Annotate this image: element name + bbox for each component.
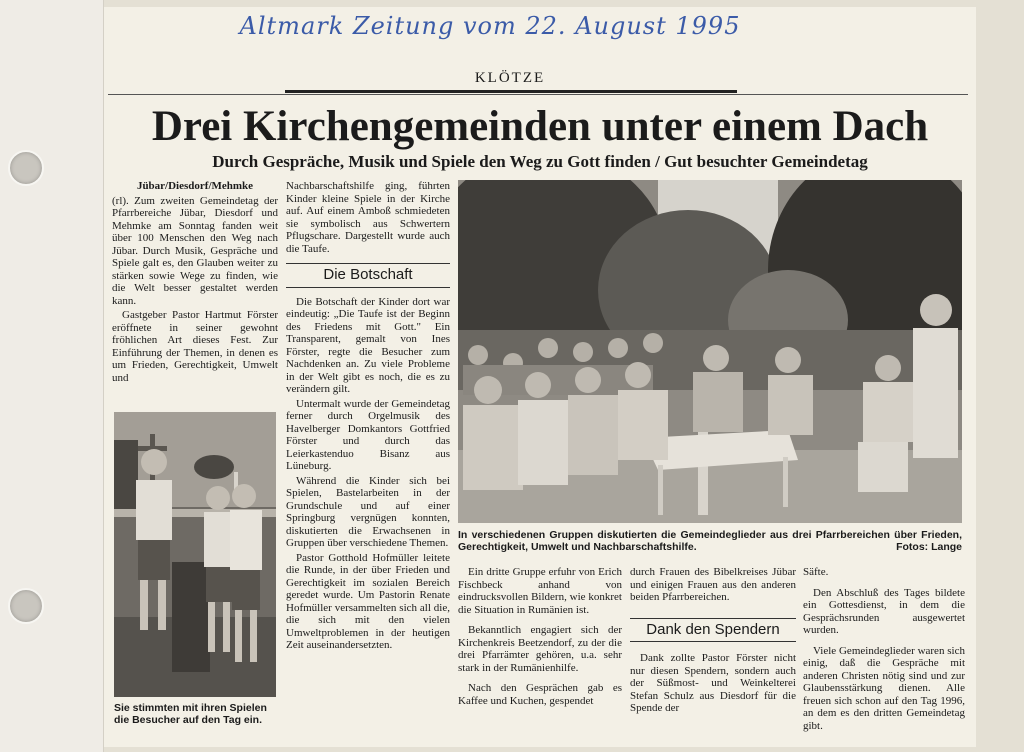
article-column-2 bbox=[286, 180, 450, 740]
paragraph: Ein dritte Gruppe erfuhr von Erich Fischbeck anhand von eindrucksvollen Bildern, wie konkret die Situation in Rumänien ist. bbox=[458, 566, 622, 616]
paragraph: Während die Kinder sich bei Spielen, Bastelarbeiten in der Grundschule und auf einer Springburg vergnügen konnten, diskutierten die Erwachsenen in Gruppen über verschiedene Themen. bbox=[286, 474, 450, 549]
paragraph: Nachbarschaftshilfe ging, führten Kinder kleine Spiele in der Kirche auf. Auf einem Amboß schmiedeten sie symbolisch aus Schwertern Pflugschare. Dargestellt wurde auch die Taufe. bbox=[286, 180, 450, 255]
caption-text: In verschiedenen Gruppen diskutierten die Gemeindeglieder aus drei Pfarrbereichen über Frieden, Gerechtigkeit, Umwelt und Nachbarschaftshilfe. bbox=[458, 529, 962, 553]
article-column-3 bbox=[458, 566, 622, 741]
paragraph: Untermalt wurde der Gemeindetag ferner durch Orgelmusik des Havelberger Domkantors Gottfried Förster und durch das Leierkastenduo Bisanz aus Lüneburg. bbox=[286, 397, 450, 472]
paragraph: Pastor Gotthold Hofmüller leitete die Runde, in der über Frieden und Gerechtigkeit im sozialen Bereich geredet wurde. Um Pastorin Renate Hofmüller versammelten sich all die, die sich mit den vielen Umweltproblemen in der heutigen Zeit auseinandersetzten. bbox=[286, 551, 450, 651]
photo-discussion-group bbox=[458, 180, 962, 523]
paragraph: Die Botschaft der Kinder dort war eindeutig: „Die Taufe ist der Beginn des Friedens mit Gott." Ein Transparent, gemalt von Ines Förster, regte die Besucher zum Nachdenken an. Zu viele Probleme in der Welt gibt es noch, die es zu verändern gilt. bbox=[286, 295, 450, 395]
paragraph: Nach den Gesprächen gab es Kaffee und Kuchen, gespendet bbox=[458, 682, 622, 707]
headline: Drei Kirchengemeinden unter einem Dach bbox=[151, 103, 929, 150]
dateline: Jübar/Diesdorf/Mehmke bbox=[136, 180, 254, 192]
photo-credit: Fotos: Lange bbox=[896, 541, 962, 553]
photo-caption-children: Sie stimmten mit ihren Spielen die Besucher auf den Tag ein. bbox=[114, 702, 267, 726]
section-subheading: Dank den Spendern bbox=[630, 618, 796, 643]
section-label: KLÖTZE bbox=[474, 70, 546, 86]
paragraph: Bekanntlich engagiert sich der Kirchenkreis Beetzendorf, zu der die drei Pfarrämter gehören, u.a. sehr stark in der Rumänienhilfe. bbox=[458, 624, 622, 674]
paragraph: Viele Gemeindeglieder waren sich einig, daß die Gespräche mit anderen Christen nötig sind und zur Glaubensstärkung dienen. Alle freuen sich schon auf den Tag 1996, an dem es den dritten Gemeindetag gibt. bbox=[803, 644, 965, 732]
paragraph: Säfte. bbox=[803, 566, 829, 578]
paragraph: Gastgeber Pastor Hartmut Förster eröffnete in seiner gewohnt fröhlichen Art dieses Fest. Zur Einführung der Themen, in denen es um Frieden, Gerechtigkeit, Umwelt und bbox=[112, 309, 278, 384]
photo-children bbox=[114, 412, 276, 697]
header-rule bbox=[108, 94, 968, 95]
article-column-5 bbox=[803, 566, 965, 741]
handwritten-source-note: Altmark Zeitung vom 22. August 1995 bbox=[239, 12, 741, 40]
paragraph: Den Abschluß des Tages bildete ein Gottesdienst, in dem die Gesprächsrunden ausgewertet wurden. bbox=[803, 586, 965, 636]
paragraph: durch Frauen des Bibelkreises Jübar und einigen Frauen aus den anderen beiden Pfarrbereichen. bbox=[630, 566, 796, 603]
article-column-1 bbox=[112, 180, 278, 405]
paragraph: (rl). Zum zweiten Gemeindetag der Pfarrbereiche Jübar, Diesdorf und Mehmke am Sonntag fanden weit über 100 Menschen den Weg nach Jübar. Durch Musik, Gespräche und Spiele galt es, den Glauben weiter zu stärken sowie Wege zu finden, wie die Welt besser gestaltet werden kann. bbox=[112, 194, 278, 307]
paragraph: Dank zollte Pastor Förster nicht nur diesen Spendern, sondern auch der Süßmost- und Weinkelterei Stefan Schulz aus Diesdorf für die Spende der bbox=[630, 652, 796, 714]
punch-hole bbox=[8, 588, 44, 624]
punch-hole bbox=[8, 150, 44, 186]
photo-caption-discussion bbox=[458, 529, 962, 553]
subheadline: Durch Gespräche, Musik und Spiele den Weg zu Gott finden / Gut besuchter Gemeindetag bbox=[212, 152, 868, 171]
binder-margin bbox=[0, 0, 104, 752]
article-column-4 bbox=[630, 566, 796, 741]
section-rule bbox=[285, 90, 737, 93]
section-subheading: Die Botschaft bbox=[286, 263, 450, 288]
